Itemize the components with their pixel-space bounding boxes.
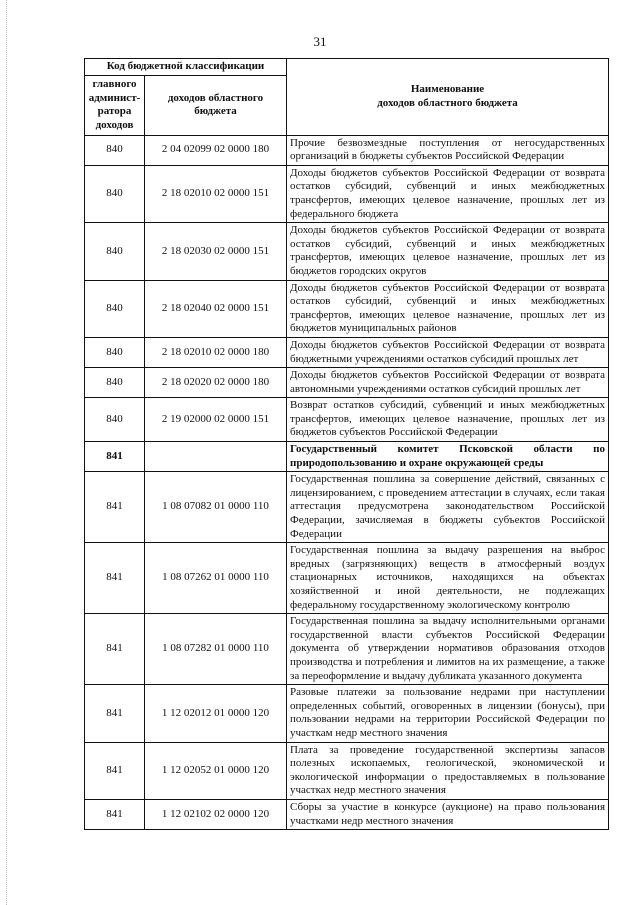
income-name-cell: Сборы за участие в конкурсе (аукционе) на право пользования участками недр местного значения <box>287 799 609 829</box>
income-name-cell: Государственная пошлина за выдачу исполнительными органами государственной власти субъектов Российской Федерации документа об утверждении нормативов образования отходов производства и потребления и лимитов на их размещение, а также за переоформление и выдачу дубликата указанного документа <box>287 614 609 685</box>
budget-code-cell: 1 08 07082 01 0000 110 <box>145 472 287 543</box>
admin-code-cell: 841 <box>85 742 145 799</box>
income-name-cell: Доходы бюджетов субъектов Российской Федерации от возврата остатков субсидий, субвенций и иных межбюджетных трансфертов, имеющих целевое назначение, прошлых лет из бюджетов муниципальных районов <box>287 280 609 337</box>
budget-code-cell: 2 18 02010 02 0000 151 <box>145 165 287 222</box>
budget-code-cell: 1 08 07262 01 0000 110 <box>145 543 287 614</box>
name-column-header <box>287 59 609 136</box>
budget-code-cell: 2 18 02040 02 0000 151 <box>145 280 287 337</box>
admin-code-cell: 840 <box>85 223 145 280</box>
table-row <box>85 685 609 742</box>
budget-code-cell: 1 08 07282 01 0000 110 <box>145 614 287 685</box>
admin-code-cell: 840 <box>85 165 145 222</box>
budget-code-cell: 2 18 02020 02 0000 180 <box>145 368 287 398</box>
table-row <box>85 472 609 543</box>
table-row <box>85 543 609 614</box>
table-row <box>85 742 609 799</box>
table-row <box>85 799 609 829</box>
admin-code-cell: 841 <box>85 472 145 543</box>
budget-code-cell: 1 12 02102 02 0000 120 <box>145 799 287 829</box>
table-row <box>85 223 609 280</box>
income-name-cell: Прочие безвозмездные поступления от негосударственных организаций в бюджеты субъектов Российской Федерации <box>287 135 609 165</box>
budget-income-table <box>84 58 609 830</box>
admin-code-cell: 840 <box>85 337 145 367</box>
admin-code-cell: 841 <box>85 685 145 742</box>
admin-code-cell: 840 <box>85 280 145 337</box>
budget-code-cell: 2 18 02010 02 0000 180 <box>145 337 287 367</box>
income-name-cell: Доходы бюджетов субъектов Российской Федерации от возврата автономными учреждениями остатков субсидий прошлых лет <box>287 368 609 398</box>
name-header-line1: Наименование <box>410 83 485 96</box>
classification-header: Код бюджетной классификации <box>85 59 287 76</box>
admin-code-cell: 841 <box>85 442 145 472</box>
table-row <box>85 614 609 685</box>
budget-code-cell: 2 18 02030 02 0000 151 <box>145 223 287 280</box>
admin-code-cell: 840 <box>85 398 145 442</box>
budget-code-cell: 2 19 02000 02 0000 151 <box>145 398 287 442</box>
admin-code-cell: 841 <box>85 614 145 685</box>
budget-code-cell: 1 12 02052 01 0000 120 <box>145 742 287 799</box>
income-name-cell: Государственная пошлина за совершение действий, связанных с лицензированием, с проведением аттестации в случаях, если такая аттестация предусмотрена законодательством Российской Федерации, зачисляемая в бюджеты субъектов Российской Федерации <box>287 472 609 543</box>
admin-code-cell: 840 <box>85 368 145 398</box>
budget-code-cell <box>145 442 287 472</box>
admin-column-header: главного админист-ратора доходов <box>85 75 145 135</box>
income-name-cell: Плата за проведение государственной экспертизы запасов полезных ископаемых, геологической, экономической и экологической информации о предоставляемых в пользование участках недр местного значения <box>287 742 609 799</box>
admin-code-cell: 840 <box>85 135 145 165</box>
budget-code-cell: 1 12 02012 01 0000 120 <box>145 685 287 742</box>
page-number: 31 <box>313 34 327 49</box>
table-row <box>85 398 609 442</box>
table-row <box>85 165 609 222</box>
income-name-cell: Доходы бюджетов субъектов Российской Федерации от возврата остатков субсидий, субвенций и иных межбюджетных трансфертов, имеющих целевое назначение, прошлых лет из бюджетов городских округов <box>287 223 609 280</box>
table-row <box>85 280 609 337</box>
name-header-line2: доходов областного бюджета <box>377 96 518 109</box>
income-column-header: доходов областного бюджета <box>145 75 287 135</box>
table-row <box>85 368 609 398</box>
income-name-cell: Разовые платежи за пользование недрами при наступлении определенных событий, оговоренных в лицензии (бонусы), при пользовании недрами на территории Российской Федерации по участкам недр местного значения <box>287 685 609 742</box>
income-name-cell: Доходы бюджетов субъектов Российской Федерации от возврата остатков субсидий, субвенций и иных межбюджетных трансфертов, имеющих целевое назначение, прошлых лет из федерального бюджета <box>287 165 609 222</box>
income-name-cell: Доходы бюджетов субъектов Российской Федерации от возврата бюджетными учреждениями остатков субсидий прошлых лет <box>287 337 609 367</box>
table-row <box>85 442 609 472</box>
budget-code-cell: 2 04 02099 02 0000 180 <box>145 135 287 165</box>
table-row <box>85 135 609 165</box>
income-name-cell: Государственная пошлина за выдачу разрешения на выброс вредных (загрязняющих) веществ в атмосферный воздух стационарных источников, находящихся на объектах хозяйственной и иной деятельности, не подлежащих федеральному государственному экологическому контролю <box>287 543 609 614</box>
table-row <box>85 337 609 367</box>
income-name-cell: Возврат остатков субсидий, субвенций и иных межбюджетных трансфертов, имеющих целевое назначение, прошлых лет из бюджетов субъектов Российской Федерации <box>287 398 609 442</box>
admin-code-cell: 841 <box>85 543 145 614</box>
income-name-cell: Государственный комитет Псковской области по природопользованию и охране окружающей среды <box>287 442 609 472</box>
admin-code-cell: 841 <box>85 799 145 829</box>
page-left-border <box>6 0 7 905</box>
